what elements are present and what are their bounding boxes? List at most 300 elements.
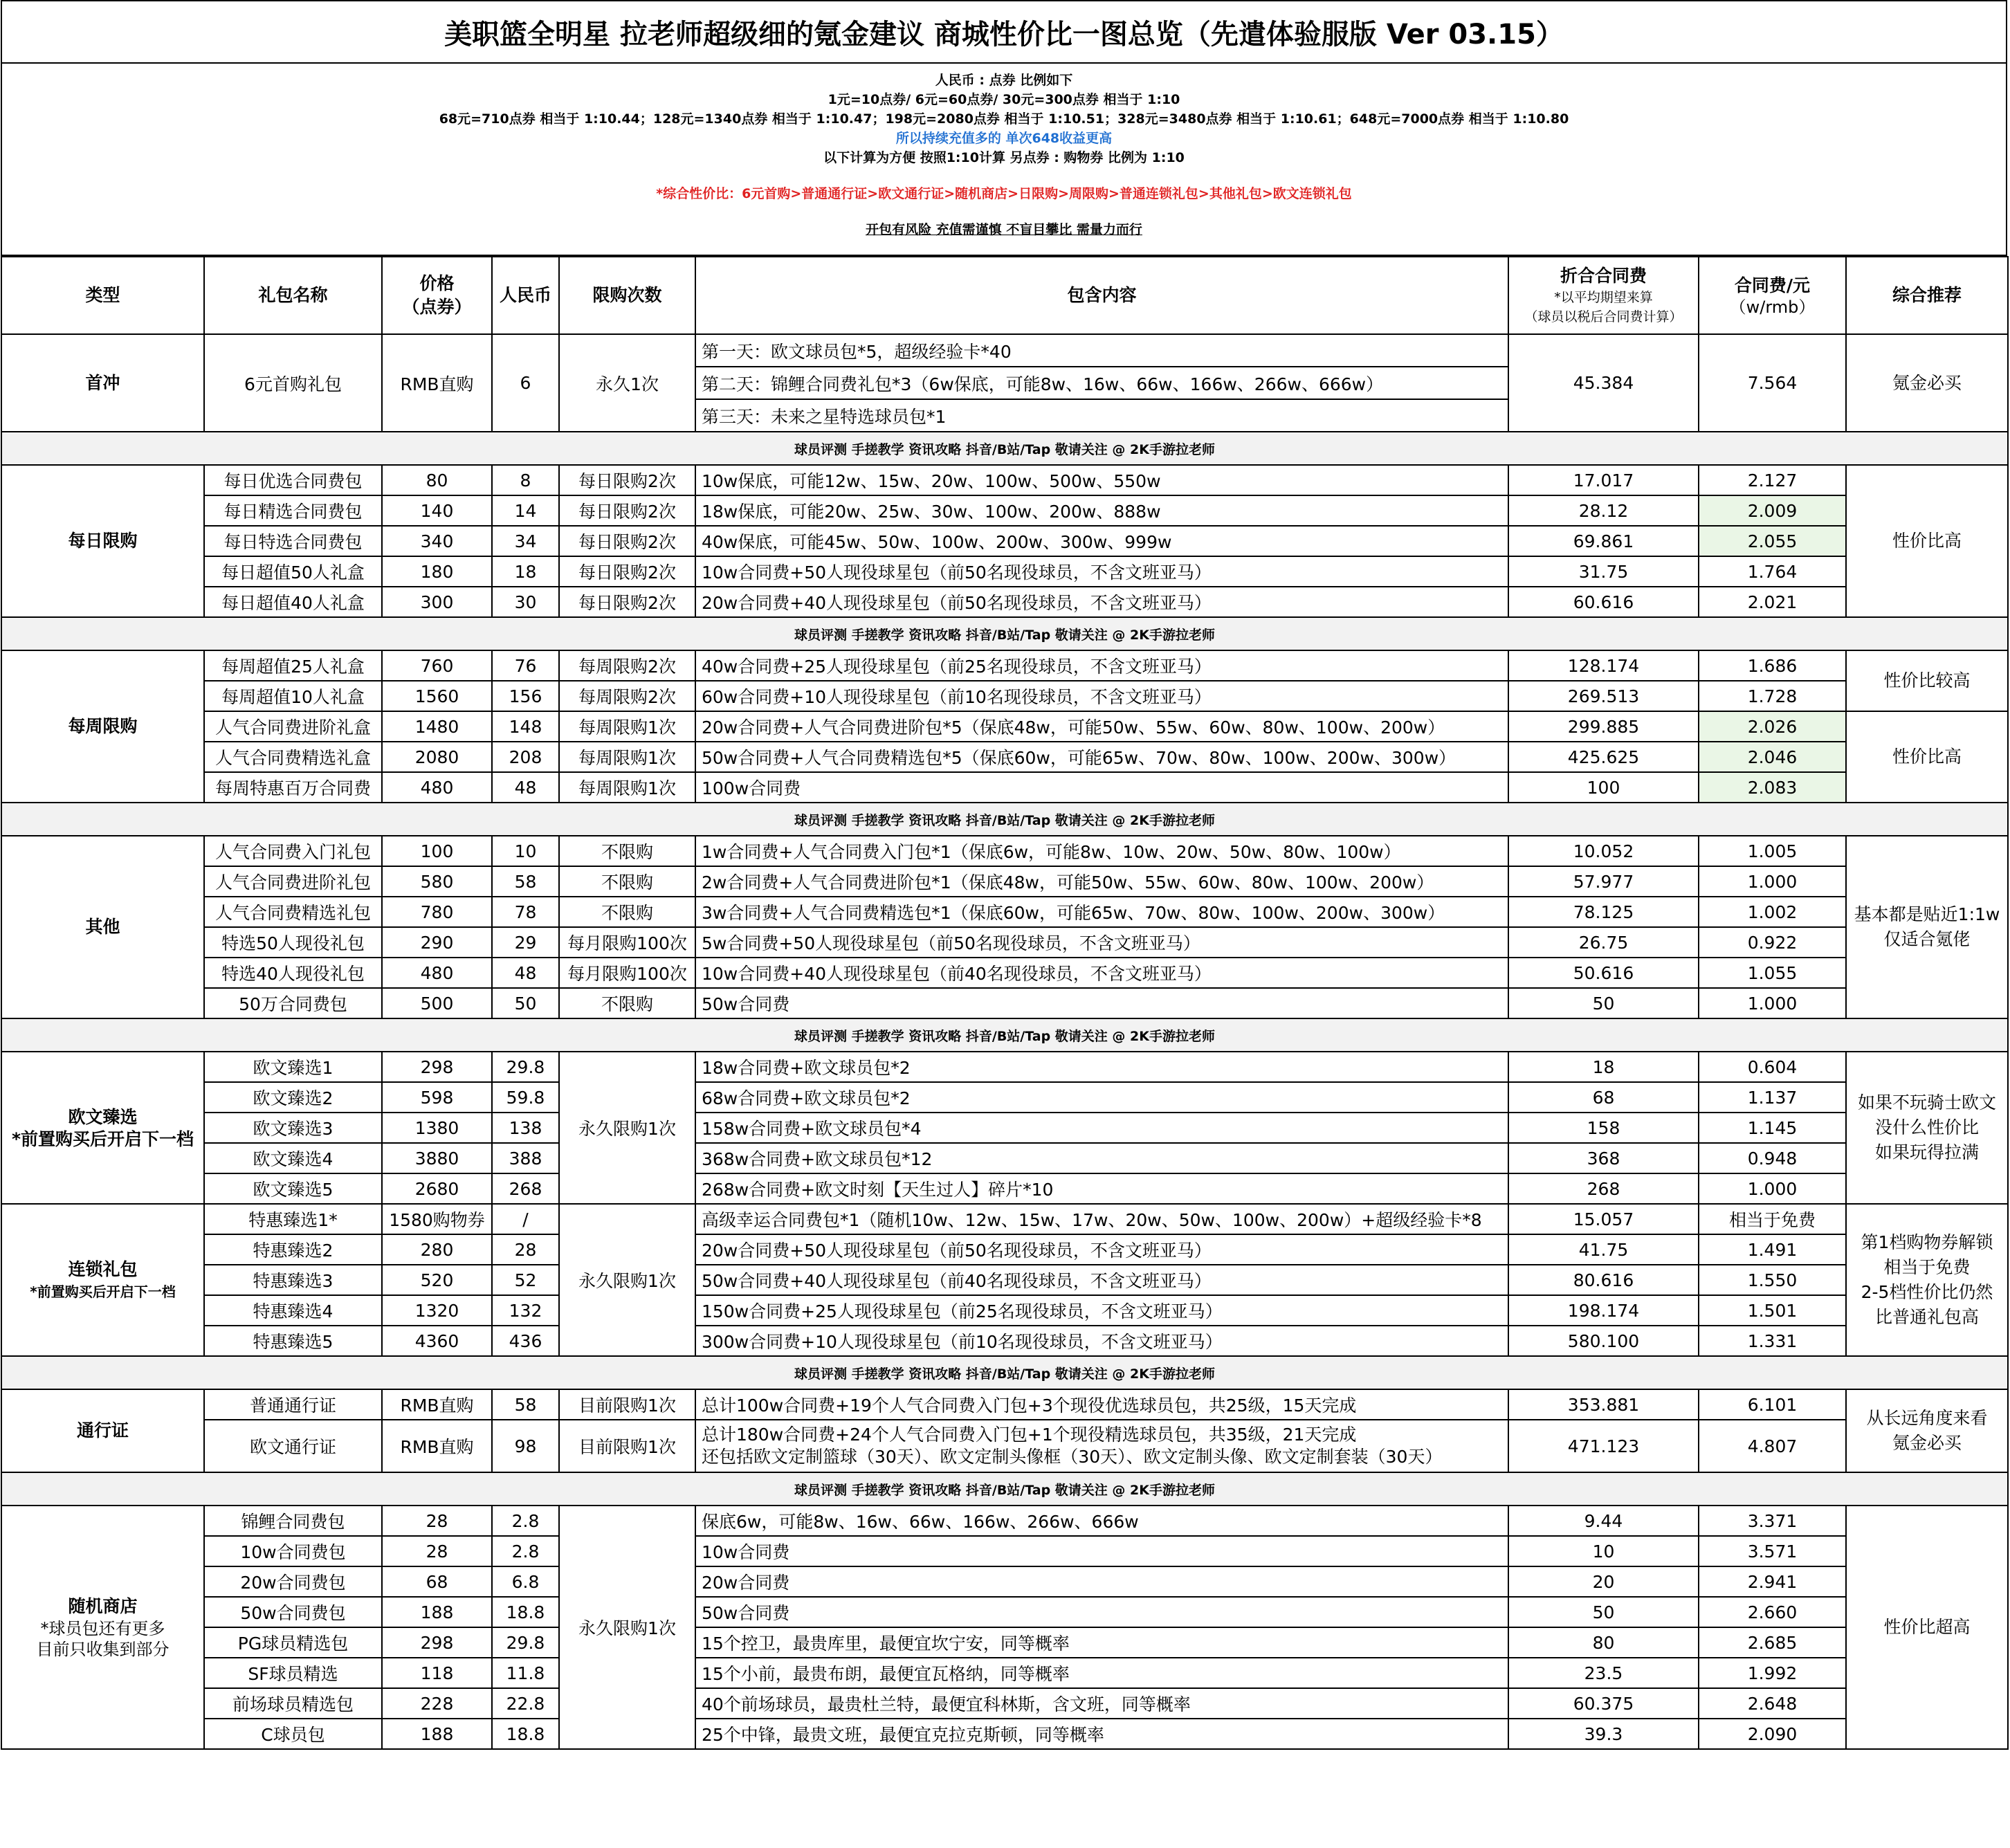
content-cell: 20w合同费+50人现役球星包（前50名现役球员，不含文班亚马） xyxy=(695,1234,1508,1265)
banner-row xyxy=(1,1356,2008,1389)
content-cell: 50w合同费+人气合同费精选包*5（保底60w，可能65w、70w、80w、100w、200w、300w） xyxy=(695,742,1508,772)
ratio-cell: 1.002 xyxy=(1699,897,1846,927)
ratio-cell: 1.137 xyxy=(1699,1082,1846,1113)
type-cell: 连锁礼包 *前置购买后开启下一档 xyxy=(1,1204,204,1356)
ratio-cell: 2.660 xyxy=(1699,1597,1846,1627)
name-cell: 特惠臻选4 xyxy=(204,1295,382,1326)
price-cell: 598 xyxy=(382,1082,492,1113)
ratio-cell: 0.922 xyxy=(1699,927,1846,958)
content-cell: 40个前场球员，最贵杜兰特，最便宜科林斯，含文班，同等概率 xyxy=(695,1688,1508,1719)
table-row xyxy=(1,927,2008,958)
ratio-cell: 相当于免费 xyxy=(1699,1204,1846,1234)
content-cell: 18w保底，可能20w、25w、30w、100w、200w、888w xyxy=(695,495,1508,526)
name-cell: 特选50人现役礼包 xyxy=(204,927,382,958)
name-cell: 每周超值10人礼盒 xyxy=(204,681,382,711)
price-cell: 4360 xyxy=(382,1326,492,1356)
rmb-cell: 14 xyxy=(492,495,559,526)
banner-row xyxy=(1,617,2008,650)
price-cell: 28 xyxy=(382,1506,492,1536)
rmb-cell: 28 xyxy=(492,1234,559,1265)
note-line: 68元=710点券 相当于 1:10.44；128元=1340点券 相当于 1:10.47；198元=2080点券 相当于 1:10.51；328元=3480点券 相当于 1:10.61；648元=7000点券 相当于 1:10.80 xyxy=(439,111,1569,127)
table-row xyxy=(1,1113,2008,1143)
table-row xyxy=(1,1326,2008,1356)
name-cell: 普通通行证 xyxy=(204,1389,382,1420)
content-cell: 150w合同费+25人现役球星包（前25名现役球员，不含文班亚马） xyxy=(695,1295,1508,1326)
rmb-cell: 50 xyxy=(492,988,559,1018)
content-cell: 15个小前，最贵布朗，最便宜瓦格纳，同等概率 xyxy=(695,1658,1508,1688)
fee-cell: 45.384 xyxy=(1508,334,1699,432)
content-cell: 68w合同费+欧文球员包*2 xyxy=(695,1082,1508,1113)
rmb-cell: 18 xyxy=(492,556,559,587)
ratio-cell: 2.055 xyxy=(1699,526,1846,556)
price-cell: 2080 xyxy=(382,742,492,772)
content-cell: 50w合同费 xyxy=(695,1597,1508,1627)
fee-cell: 268 xyxy=(1508,1173,1699,1204)
price-cell: 180 xyxy=(382,556,492,587)
rmb-cell: 6 xyxy=(492,334,559,432)
name-cell: 人气合同费入门礼包 xyxy=(204,836,382,866)
fee-cell: 15.057 xyxy=(1508,1204,1699,1234)
table-row xyxy=(1,1082,2008,1113)
table-row xyxy=(1,465,2008,495)
fee-cell: 100 xyxy=(1508,772,1699,803)
price-cell: 28 xyxy=(382,1536,492,1566)
price-cell: 228 xyxy=(382,1688,492,1719)
table-body xyxy=(1,334,2008,1749)
fee-cell: 18 xyxy=(1508,1052,1699,1082)
limit-cell: 每周限购2次 xyxy=(559,650,695,681)
content-cell: 40w保底，可能45w、50w、100w、200w、300w、999w xyxy=(695,526,1508,556)
rmb-cell: 8 xyxy=(492,465,559,495)
header-ratio: 合同费/元 （w/rmb） xyxy=(1699,257,1846,334)
fee-cell: 50 xyxy=(1508,988,1699,1018)
price-cell: 80 xyxy=(382,465,492,495)
type-cell: 通行证 xyxy=(1,1389,204,1472)
price-cell: 298 xyxy=(382,1627,492,1658)
rmb-cell: 268 xyxy=(492,1173,559,1204)
ratio-cell: 2.021 xyxy=(1699,587,1846,617)
table-row xyxy=(1,1173,2008,1204)
table-row xyxy=(1,1688,2008,1719)
ratio-cell: 2.127 xyxy=(1699,465,1846,495)
price-cell: 100 xyxy=(382,836,492,866)
banner-row xyxy=(1,803,2008,836)
limit-cell: 永久限购1次 xyxy=(559,1052,695,1204)
price-cell: 68 xyxy=(382,1566,492,1597)
fee-cell: 60.616 xyxy=(1508,587,1699,617)
fee-cell: 128.174 xyxy=(1508,650,1699,681)
table-row xyxy=(1,958,2008,988)
limit-cell: 每月限购100次 xyxy=(559,958,695,988)
fee-cell: 28.12 xyxy=(1508,495,1699,526)
content-cell: 第一天：欧文球员包*5，超级经验卡*40 xyxy=(695,334,1508,367)
header-limit: 限购次数 xyxy=(559,257,695,334)
name-cell: 特惠臻选3 xyxy=(204,1265,382,1295)
rmb-cell: 58 xyxy=(492,866,559,897)
fee-cell: 80 xyxy=(1508,1627,1699,1658)
table-row xyxy=(1,1052,2008,1082)
rmb-cell: 52 xyxy=(492,1265,559,1295)
fee-cell: 425.625 xyxy=(1508,742,1699,772)
rmb-cell: 76 xyxy=(492,650,559,681)
name-cell: 50万合同费包 xyxy=(204,988,382,1018)
fee-cell: 471.123 xyxy=(1508,1420,1699,1472)
header-fee: 折合合同费 *以平均期望来算 （球员以税后合同费计算） xyxy=(1508,257,1699,334)
fee-cell: 50.616 xyxy=(1508,958,1699,988)
content-cell: 2w合同费+人气合同费进阶包*1（保底48w，可能50w、55w、60w、80w、100w、200w） xyxy=(695,866,1508,897)
price-cell: 188 xyxy=(382,1597,492,1627)
limit-cell: 不限购 xyxy=(559,897,695,927)
fee-cell: 78.125 xyxy=(1508,897,1699,927)
fee-cell: 41.75 xyxy=(1508,1234,1699,1265)
table-row xyxy=(1,1143,2008,1173)
ratio-cell: 2.090 xyxy=(1699,1719,1846,1749)
rmb-cell: 29.8 xyxy=(492,1627,559,1658)
limit-cell: 不限购 xyxy=(559,866,695,897)
table-row xyxy=(1,556,2008,587)
content-cell: 10w合同费+40人现役球星包（前40名现役球员，不含文班亚马） xyxy=(695,958,1508,988)
limit-cell: 每周限购2次 xyxy=(559,681,695,711)
rmb-cell: 156 xyxy=(492,681,559,711)
table-row xyxy=(1,836,2008,866)
price-cell: 1580购物券 xyxy=(382,1204,492,1234)
price-cell: 480 xyxy=(382,772,492,803)
rmb-cell: 29 xyxy=(492,927,559,958)
content-cell: 总计180w合同费+24个人气合同费入门包+1个现役精选球员包，共35级，21天完成 还包括欧文定制篮球（30天）、欧文定制头像框（30天）、欧文定制头像、欧文定制套装（30天） xyxy=(695,1420,1508,1472)
price-cell: 580 xyxy=(382,866,492,897)
price-cell: RMB直购 xyxy=(382,1389,492,1420)
price-cell: 780 xyxy=(382,897,492,927)
content-cell: 50w合同费+40人现役球星包（前40名现役球员，不含文班亚马） xyxy=(695,1265,1508,1295)
fee-cell: 26.75 xyxy=(1508,927,1699,958)
rmb-cell: 34 xyxy=(492,526,559,556)
price-cell: 188 xyxy=(382,1719,492,1749)
ratio-cell: 2.026 xyxy=(1699,711,1846,742)
table-row xyxy=(1,711,2008,742)
limit-cell: 不限购 xyxy=(559,836,695,866)
name-cell: 人气合同费进阶礼包 xyxy=(204,866,382,897)
name-cell: 每周特惠百万合同费 xyxy=(204,772,382,803)
note-line: 以下计算为方便 按照1:10计算 另点券 : 购物券 比例为 1:10 xyxy=(823,150,1185,165)
type-cell: 随机商店 *球员包还有更多 目前只收集到部分 xyxy=(1,1506,204,1749)
price-cell: 760 xyxy=(382,650,492,681)
fee-cell: 80.616 xyxy=(1508,1265,1699,1295)
ratio-cell: 0.604 xyxy=(1699,1052,1846,1082)
fee-cell: 368 xyxy=(1508,1143,1699,1173)
name-cell: 每日优选合同费包 xyxy=(204,465,382,495)
table-row xyxy=(1,1627,2008,1658)
fee-cell: 10.052 xyxy=(1508,836,1699,866)
table-row xyxy=(1,526,2008,556)
table-row xyxy=(1,334,2008,367)
ratio-cell: 0.948 xyxy=(1699,1143,1846,1173)
name-cell: 特选40人现役礼包 xyxy=(204,958,382,988)
fee-cell: 353.881 xyxy=(1508,1389,1699,1420)
name-cell: SF球员精选 xyxy=(204,1658,382,1688)
name-cell: 前场球员精选包 xyxy=(204,1688,382,1719)
rmb-cell: 30 xyxy=(492,587,559,617)
rmb-cell: 208 xyxy=(492,742,559,772)
content-cell: 20w合同费+40人现役球星包（前50名现役球员，不含文班亚马） xyxy=(695,587,1508,617)
table-row xyxy=(1,681,2008,711)
limit-cell: 永久限购1次 xyxy=(559,1506,695,1749)
price-cell: 290 xyxy=(382,927,492,958)
content-cell: 50w合同费 xyxy=(695,988,1508,1018)
note-line: 开包有风险 充值需谨慎 不盲目攀比 需量力而行 xyxy=(866,222,1142,237)
name-cell: 每日超值40人礼盒 xyxy=(204,587,382,617)
fee-cell: 10 xyxy=(1508,1536,1699,1566)
ratio-cell: 1.686 xyxy=(1699,650,1846,681)
type-cell: 其他 xyxy=(1,836,204,1018)
rmb-cell: 148 xyxy=(492,711,559,742)
name-cell: 特惠臻选5 xyxy=(204,1326,382,1356)
rmb-cell: 48 xyxy=(492,958,559,988)
ratio-cell: 1.145 xyxy=(1699,1113,1846,1143)
ratio-cell: 2.648 xyxy=(1699,1688,1846,1719)
price-sheet xyxy=(1,0,2007,1750)
ratio-cell: 1.000 xyxy=(1699,1173,1846,1204)
name-cell: 欧文臻选3 xyxy=(204,1113,382,1143)
fee-cell: 68 xyxy=(1508,1082,1699,1113)
limit-cell: 每月限购100次 xyxy=(559,927,695,958)
fee-cell: 60.375 xyxy=(1508,1688,1699,1719)
rmb-cell: 29.8 xyxy=(492,1052,559,1082)
price-cell: 3880 xyxy=(382,1143,492,1173)
content-cell: 20w合同费+人气合同费进阶包*5（保底48w，可能50w、55w、60w、80w、100w、200w） xyxy=(695,711,1508,742)
rmb-cell: 2.8 xyxy=(492,1506,559,1536)
ratio-cell: 1.000 xyxy=(1699,988,1846,1018)
name-cell: 50w合同费包 xyxy=(204,1597,382,1627)
rmb-cell: 138 xyxy=(492,1113,559,1143)
fee-cell: 57.977 xyxy=(1508,866,1699,897)
rmb-cell: 2.8 xyxy=(492,1536,559,1566)
name-cell: 欧文臻选5 xyxy=(204,1173,382,1204)
price-cell: 300 xyxy=(382,587,492,617)
price-cell: RMB直购 xyxy=(382,1420,492,1472)
price-cell: 118 xyxy=(382,1658,492,1688)
content-cell: 10w合同费+50人现役球星包（前50名现役球员，不含文班亚马） xyxy=(695,556,1508,587)
gift-table xyxy=(1,256,2009,1750)
fee-cell: 23.5 xyxy=(1508,1658,1699,1688)
fee-cell: 20 xyxy=(1508,1566,1699,1597)
name-cell: 特惠臻选1* xyxy=(204,1204,382,1234)
limit-cell: 每日限购2次 xyxy=(559,556,695,587)
ratio-cell: 2.941 xyxy=(1699,1566,1846,1597)
note-line: 所以持续充值多的 单次648收益更高 xyxy=(895,131,1113,146)
name-cell: 欧文臻选1 xyxy=(204,1052,382,1082)
fee-cell: 269.513 xyxy=(1508,681,1699,711)
recommend-cell: 氪金必买 xyxy=(1846,334,2008,432)
fee-cell: 198.174 xyxy=(1508,1295,1699,1326)
rmb-cell: 22.8 xyxy=(492,1688,559,1719)
content-cell: 18w合同费+欧文球员包*2 xyxy=(695,1052,1508,1082)
name-cell: 锦鲤合同费包 xyxy=(204,1506,382,1536)
name-cell: 每日特选合同费包 xyxy=(204,526,382,556)
name-cell: 人气合同费精选礼包 xyxy=(204,897,382,927)
table-row xyxy=(1,650,2008,681)
table-row xyxy=(1,742,2008,772)
header-content: 包含内容 xyxy=(695,257,1508,334)
table-row xyxy=(1,1658,2008,1688)
price-cell: 480 xyxy=(382,958,492,988)
banner-text: 球员评测 手搓教学 资讯攻略 抖音/B站/Tap 敬请关注 @ 2K手游拉老师 xyxy=(1,617,2008,650)
name-cell: 20w合同费包 xyxy=(204,1566,382,1597)
content-cell: 300w合同费+10人现役球星包（前10名现役球员，不含文班亚马） xyxy=(695,1326,1508,1356)
ratio-cell: 2.685 xyxy=(1699,1627,1846,1658)
content-cell: 100w合同费 xyxy=(695,772,1508,803)
fee-cell: 299.885 xyxy=(1508,711,1699,742)
recommend-cell: 性价比高 xyxy=(1846,711,2008,803)
ratio-cell: 1.764 xyxy=(1699,556,1846,587)
table-row xyxy=(1,495,2008,526)
content-cell: 第三天：未来之星特选球员包*1 xyxy=(695,399,1508,432)
ratio-cell: 3.371 xyxy=(1699,1506,1846,1536)
content-cell: 10w合同费 xyxy=(695,1536,1508,1566)
table-row xyxy=(1,1566,2008,1597)
name-cell: C球员包 xyxy=(204,1719,382,1749)
price-cell: RMB直购 xyxy=(382,334,492,432)
limit-cell: 每周限购1次 xyxy=(559,772,695,803)
price-cell: 298 xyxy=(382,1052,492,1082)
rmb-cell: 132 xyxy=(492,1295,559,1326)
fee-cell: 580.100 xyxy=(1508,1326,1699,1356)
content-cell: 60w合同费+10人现役球星包（前10名现役球员，不含文班亚马） xyxy=(695,681,1508,711)
type-cell: 每日限购 xyxy=(1,465,204,617)
fee-cell: 9.44 xyxy=(1508,1506,1699,1536)
price-cell: 140 xyxy=(382,495,492,526)
type-cell: 首冲 xyxy=(1,334,204,432)
ratio-cell: 7.564 xyxy=(1699,334,1846,432)
ratio-cell: 1.491 xyxy=(1699,1234,1846,1265)
header-name: 礼包名称 xyxy=(204,257,382,334)
name-cell: 每周超值25人礼盒 xyxy=(204,650,382,681)
content-cell: 20w合同费 xyxy=(695,1566,1508,1597)
table-row xyxy=(1,1234,2008,1265)
ratio-cell: 1.501 xyxy=(1699,1295,1846,1326)
content-cell: 第二天：锦鲤合同费礼包*3（6w保底，可能8w、16w、66w、166w、266w、666w） xyxy=(695,367,1508,399)
limit-cell: 每日限购2次 xyxy=(559,465,695,495)
fee-cell: 50 xyxy=(1508,1597,1699,1627)
recommend-cell: 第1档购物券解锁 相当于免费 2-5档性价比仍然 比普通礼包高 xyxy=(1846,1204,2008,1356)
ratio-cell: 1.992 xyxy=(1699,1658,1846,1688)
limit-cell: 每日限购2次 xyxy=(559,526,695,556)
rmb-cell: 6.8 xyxy=(492,1566,559,1597)
note-line: *综合性价比：6元首购>普通通行证>欧文通行证>随机商店>日限购>周限购>普通连锁礼包>其他礼包>欧文连锁礼包 xyxy=(656,186,1352,201)
table-row xyxy=(1,897,2008,927)
header-type: 类型 xyxy=(1,257,204,334)
limit-cell: 目前限购1次 xyxy=(559,1389,695,1420)
banner-text: 球员评测 手搓教学 资讯攻略 抖音/B站/Tap 敬请关注 @ 2K手游拉老师 xyxy=(1,1356,2008,1389)
table-row xyxy=(1,1295,2008,1326)
content-cell: 3w合同费+人气合同费精选包*1（保底60w，可能65w、70w、80w、100w、200w、300w） xyxy=(695,897,1508,927)
content-cell: 保底6w，可能8w、16w、66w、166w、266w、666w xyxy=(695,1506,1508,1536)
limit-cell: 目前限购1次 xyxy=(559,1420,695,1472)
price-cell: 1380 xyxy=(382,1113,492,1143)
header-price: 价格 （点券） xyxy=(382,257,492,334)
table-row xyxy=(1,1506,2008,1536)
note-line: 人民币 : 点券 比例如下 xyxy=(935,73,1073,88)
content-cell: 总计100w合同费+19个人气合同费入门包+3个现役优选球员包，共25级，15天完成 xyxy=(695,1389,1508,1420)
ratio-cell: 2.083 xyxy=(1699,772,1846,803)
rmb-cell: 10 xyxy=(492,836,559,866)
banner-text: 球员评测 手搓教学 资讯攻略 抖音/B站/Tap 敬请关注 @ 2K手游拉老师 xyxy=(1,432,2008,465)
rmb-cell: 436 xyxy=(492,1326,559,1356)
recommend-cell: 从长远角度来看 氪金必买 xyxy=(1846,1389,2008,1472)
price-cell: 1480 xyxy=(382,711,492,742)
ratio-cell: 1.055 xyxy=(1699,958,1846,988)
table-row xyxy=(1,866,2008,897)
recommend-cell: 性价比高 xyxy=(1846,465,2008,617)
content-cell: 1w合同费+人气合同费入门包*1（保底6w，可能8w、10w、20w、50w、80w、100w） xyxy=(695,836,1508,866)
table-row xyxy=(1,1265,2008,1295)
ratio-cell: 6.101 xyxy=(1699,1389,1846,1420)
limit-cell: 不限购 xyxy=(559,988,695,1018)
rmb-cell: 59.8 xyxy=(492,1082,559,1113)
table-row xyxy=(1,587,2008,617)
banner-text: 球员评测 手搓教学 资讯攻略 抖音/B站/Tap 敬请关注 @ 2K手游拉老师 xyxy=(1,1472,2008,1506)
ratio-cell: 1.550 xyxy=(1699,1265,1846,1295)
rmb-cell: / xyxy=(492,1204,559,1234)
content-cell: 10w保底，可能12w、15w、20w、100w、500w、550w xyxy=(695,465,1508,495)
price-cell: 280 xyxy=(382,1234,492,1265)
ratio-cell: 1.005 xyxy=(1699,836,1846,866)
type-cell: 每周限购 xyxy=(1,650,204,803)
name-cell: 人气合同费精选礼盒 xyxy=(204,742,382,772)
limit-cell: 每周限购1次 xyxy=(559,711,695,742)
fee-cell: 31.75 xyxy=(1508,556,1699,587)
name-cell: 欧文臻选4 xyxy=(204,1143,382,1173)
fee-cell: 39.3 xyxy=(1508,1719,1699,1749)
type-cell: 欧文臻选 *前置购买后开启下一档 xyxy=(1,1052,204,1204)
table-row xyxy=(1,1389,2008,1420)
name-cell: PG球员精选包 xyxy=(204,1627,382,1658)
rmb-cell: 78 xyxy=(492,897,559,927)
header-recommend: 综合推荐 xyxy=(1846,257,2008,334)
name-cell: 每日精选合同费包 xyxy=(204,495,382,526)
table-row xyxy=(1,1204,2008,1234)
table-row xyxy=(1,1597,2008,1627)
content-cell: 15个控卫，最贵库里，最便宜坎宁安，同等概率 xyxy=(695,1627,1508,1658)
content-cell: 40w合同费+25人现役球星包（前25名现役球员，不含文班亚马） xyxy=(695,650,1508,681)
recommend-cell: 性价比超高 xyxy=(1846,1506,2008,1749)
fee-cell: 17.017 xyxy=(1508,465,1699,495)
ratio-cell: 1.331 xyxy=(1699,1326,1846,1356)
content-cell: 25个中锋，最贵文班，最便宜克拉克斯顿，同等概率 xyxy=(695,1719,1508,1749)
name-cell: 特惠臻选2 xyxy=(204,1234,382,1265)
price-cell: 340 xyxy=(382,526,492,556)
ratio-cell: 2.046 xyxy=(1699,742,1846,772)
note-line: 1元=10点券/ 6元=60点券/ 30元=300点券 相当于 1:10 xyxy=(828,92,1180,107)
fee-cell: 69.861 xyxy=(1508,526,1699,556)
limit-cell: 每日限购2次 xyxy=(559,587,695,617)
limit-cell: 每周限购1次 xyxy=(559,742,695,772)
content-cell: 158w合同费+欧文球员包*4 xyxy=(695,1113,1508,1143)
content-cell: 5w合同费+50人现役球星包（前50名现役球员，不含文班亚马） xyxy=(695,927,1508,958)
name-cell: 10w合同费包 xyxy=(204,1536,382,1566)
recommend-cell: 如果不玩骑士欧文 没什么性价比 如果玩得拉满 xyxy=(1846,1052,2008,1204)
page-title: 美职篮全明星 拉老师超级细的氪金建议 商城性价比一图总览（先遣体验服版 Ver 03.15） xyxy=(1,0,2007,64)
recommend-cell: 基本都是贴近1:1w 仅适合氪佬 xyxy=(1846,836,2008,1018)
name-cell: 人气合同费进阶礼盒 xyxy=(204,711,382,742)
table-header xyxy=(1,257,2008,334)
price-cell: 1320 xyxy=(382,1295,492,1326)
ratio-cell: 3.571 xyxy=(1699,1536,1846,1566)
name-cell: 欧文臻选2 xyxy=(204,1082,382,1113)
rmb-cell: 11.8 xyxy=(492,1658,559,1688)
price-cell: 1560 xyxy=(382,681,492,711)
price-cell: 2680 xyxy=(382,1173,492,1204)
name-cell: 每日超值50人礼盒 xyxy=(204,556,382,587)
